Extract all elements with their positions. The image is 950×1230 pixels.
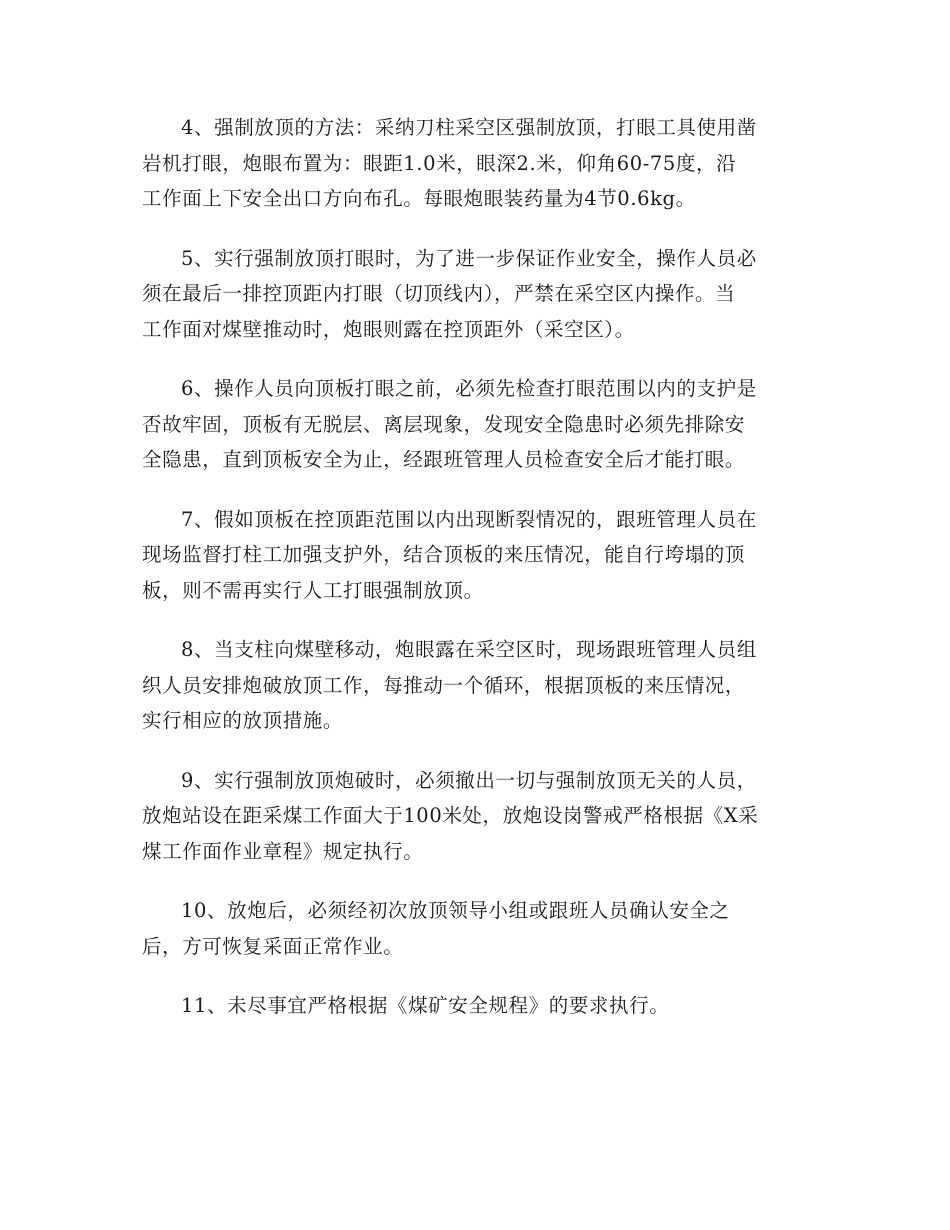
paragraph-item-11: 11、未尽事宜严格根据《煤矿安全规程》的要求执行。 (181, 994, 670, 1017)
document-body (142, 110, 808, 1048)
paragraph-item-8: 8、当支柱向煤壁移动，炮眼露在采空区时，现场跟班管理人员组 织人员安排炮破放顶工作，每推动一个循环，根据顶板的来压情况， 实行相应的放顶措施。 (142, 638, 757, 732)
paragraph-item-6: 6、操作人员向顶板打眼之前，必须先检查打眼范围以内的支护是 否故牢固，顶板有无脱层、离层现象，发现安全隐患时必须先排除安 全隐患，直到顶板安全为止，经跟班管理人员检查安全后才能打眼。 (142, 377, 757, 471)
paragraph-item-7: 7、假如顶板在控顶距范围以内出现断裂情况的，跟班管理人员在 现场监督打柱工加强支护外，结合顶板的来压情况，能自行垮塌的顶 板，则不需再实行人工打眼强制放顶。 (142, 507, 757, 602)
paragraph-item-4: 4、强制放顶的方法：采纳刀柱采空区强制放顶，打眼工具使用凿 岩机打眼，炮眼布置为：眼距1.0米，眼深2.米，仰角60-75度，沿 工作面上下安全出口方向布孔。每眼炮眼装药量为4节0.6kg。 (142, 116, 757, 210)
paragraph-item-9: 9、实行强制放顶炮破时，必须撤出一切与强制放顶无关的人员， 放炮站设在距采煤工作面大于100米处，放炮设岗警戒严格根据《X采 煤工作面作业章程》规定执行。 (142, 768, 759, 863)
paragraph-item-5: 5、实行强制放顶打眼时，为了进一步保证作业安全，操作人员必 须在最后一排控顶距内打眼（切顶线内），严禁在采空区内操作。当 工作面对煤壁推动时，炮眼则露在控顶距外（采空区）。 (142, 246, 757, 341)
paragraph-item-10: 10、放炮后，必须经初次放顶领导小组或跟班人员确认安全之 后，方可恢复采面正常作业。 (142, 899, 730, 958)
